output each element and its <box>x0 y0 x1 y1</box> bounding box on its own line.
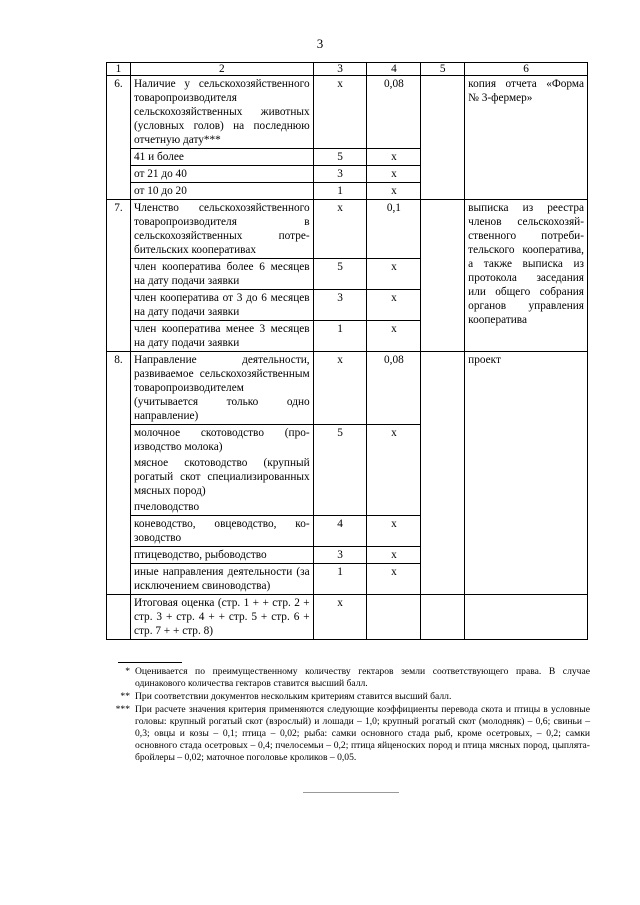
weight-cell: х <box>367 183 421 200</box>
criterion-text: мясное скотоводство (крупный рогатый скот специализированных мясных пород) <box>130 455 313 499</box>
score-cell: х <box>313 76 367 149</box>
score-cell: х <box>313 200 367 259</box>
criterion-text: Наличие у сельскохозяйственного товаропроизводителя сельскохозяйственных животных (условных голов) на последнюю отчетную дату*** <box>130 76 313 149</box>
value-cell <box>421 595 465 640</box>
row-number: 6. <box>107 76 131 200</box>
document-cell <box>465 595 588 640</box>
score-cell: 3 <box>313 290 367 321</box>
score-cell: 5 <box>313 425 367 516</box>
weight-cell <box>367 595 421 640</box>
weight-cell: х <box>367 166 421 183</box>
footnotes <box>106 666 590 765</box>
weight-cell: х <box>367 290 421 321</box>
criterion-text: пчеловодство <box>130 499 313 516</box>
criterion-text: 41 и более <box>130 149 313 166</box>
footnote-text: Оценивается по преимущественному количеству гектаров земли соответствующего права. В случае одинакового количества гектаров ставится высший балл. <box>135 666 590 689</box>
weight-cell: х <box>367 259 421 290</box>
score-cell: 1 <box>313 564 367 595</box>
criteria-table <box>106 62 588 640</box>
row-number <box>107 595 131 640</box>
footnote <box>106 666 590 690</box>
footnote-mark: *** <box>115 704 130 715</box>
header-col-1: 1 <box>107 63 131 76</box>
table-row <box>107 200 588 259</box>
row-number: 8. <box>107 352 131 595</box>
criterion-text: Членство сельскохозяйственного товаропроизводителя в сельскохозяйственных потребительских кооперативах <box>130 200 313 259</box>
header-col-5: 5 <box>421 63 465 76</box>
criterion-text: член кооператива более 6 месяцев на дату подачи заявки <box>130 259 313 290</box>
value-cell <box>421 200 465 352</box>
criterion-text: иные направления деятельности (за исключением свиноводства) <box>130 564 313 595</box>
score-cell: х <box>313 352 367 425</box>
end-separator <box>303 792 399 793</box>
criterion-text: Направление деятельности, развиваемое сельскохозяйственным товаропроизводителем (учитывается только одно направление) <box>130 352 313 425</box>
score-cell: 4 <box>313 516 367 547</box>
weight-cell: х <box>367 516 421 547</box>
weight-cell: х <box>367 321 421 352</box>
weight-cell: 0,1 <box>367 200 421 259</box>
criterion-text: коневодство, овцеводство, козоводство <box>130 516 313 547</box>
score-cell: 5 <box>313 259 367 290</box>
footnote-text: При расчете значения критерия применяются следующие коэффициенты перевода скота и птицы в условные головы: крупный рогатый скот (взрослый) и лошади – 1,0; крупный рогатый скот (молодняк) – 0,6; свиньи – 0,3; овцы и козы – 0,1; птица – 0,02; рыба: самки основного стада рыб, кроме осетровых, – 0,2; самки основного стада осетровых – 0,4; пчелосемьи – 0,2; птица яйценоских пород и птица мясных пород, цыплята-бройлеры – 0,02; маточное поголовье кроликов – 0,05. <box>135 704 590 763</box>
header-col-2: 2 <box>130 63 313 76</box>
criterion-text: член кооператива от 3 до 6 месяцев на дату подачи заявки <box>130 290 313 321</box>
weight-cell: 0,08 <box>367 352 421 425</box>
criterion-text: от 10 до 20 <box>130 183 313 200</box>
criterion-text: птицеводство, рыбоводство <box>130 547 313 564</box>
header-col-3: 3 <box>313 63 367 76</box>
score-cell: 1 <box>313 321 367 352</box>
criterion-text: член кооператива менее 3 месяцев на дату подачи заявки <box>130 321 313 352</box>
weight-cell: х <box>367 425 421 516</box>
document-cell: проект <box>465 352 588 595</box>
footnote-mark: ** <box>120 691 130 702</box>
criterion-text: молочное скотоводство (производство молока) <box>130 425 313 456</box>
weight-cell: 0,08 <box>367 76 421 149</box>
document-cell: выписка из реестра членов сельскохозяйственного потребительского кооператива, а также выписка из протокола заседания или общего собрания органов управления кооператива <box>465 200 588 352</box>
score-cell: 1 <box>313 183 367 200</box>
score-cell: 5 <box>313 149 367 166</box>
score-cell: х <box>313 595 367 640</box>
footnote-separator <box>118 662 182 663</box>
header-col-6: 6 <box>465 63 588 76</box>
criterion-text: Итоговая оценка (стр. 1 + + стр. 2 + стр. 3 + стр. 4 + + стр. 5 + стр. 6 + стр. 7 + + стр. 8) <box>130 595 313 640</box>
weight-cell: х <box>367 564 421 595</box>
footnote <box>106 704 590 764</box>
row-number: 7. <box>107 200 131 352</box>
table-row <box>107 76 588 149</box>
value-cell <box>421 352 465 595</box>
weight-cell: х <box>367 547 421 564</box>
page-number: 3 <box>316 36 324 51</box>
score-cell: 3 <box>313 166 367 183</box>
criterion-text: от 21 до 40 <box>130 166 313 183</box>
weight-cell: х <box>367 149 421 166</box>
table-header-row <box>107 63 588 76</box>
footnote <box>106 691 590 703</box>
document-cell: копия отчета «Форма № 3-фермер» <box>465 76 588 200</box>
footnote-text: При соответствии документов нескольким критериям ставится высший балл. <box>135 691 452 702</box>
footnote-mark: * <box>125 666 130 677</box>
table-row <box>107 352 588 425</box>
header-col-4: 4 <box>367 63 421 76</box>
score-cell: 3 <box>313 547 367 564</box>
table-row-total <box>107 595 588 640</box>
value-cell <box>421 76 465 200</box>
